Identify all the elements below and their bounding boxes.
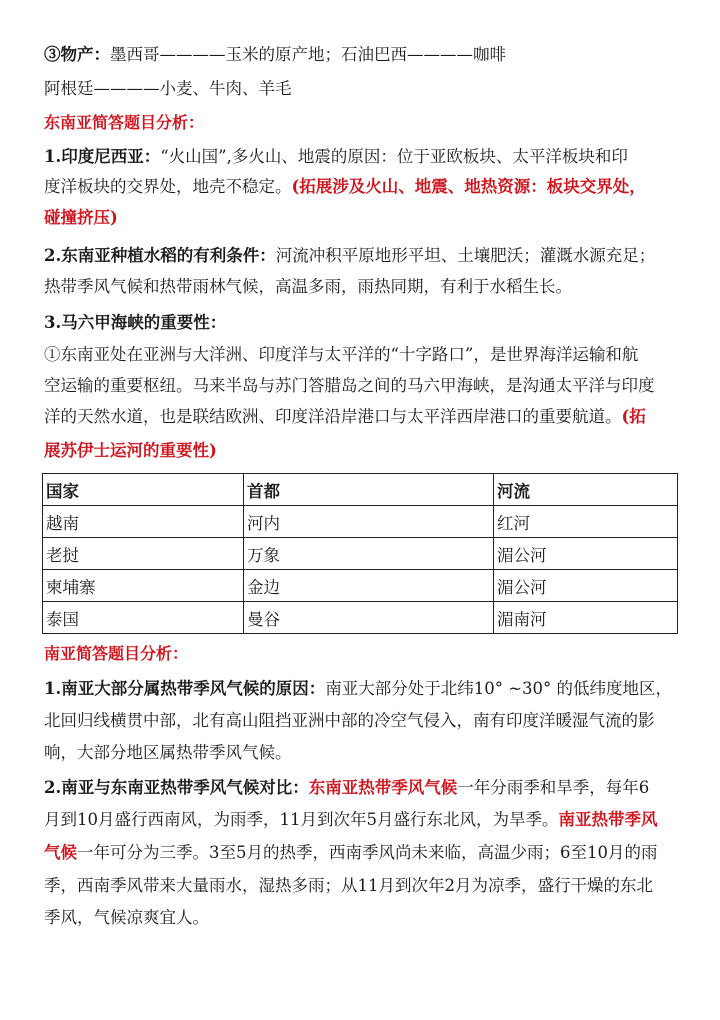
table-cell-river: 湄南河 xyxy=(494,602,678,634)
table-row xyxy=(43,602,678,634)
sa-q2-text-1: 一年分雨季和旱季，每年6 xyxy=(457,778,650,797)
table-cell-country: 柬埔寨 xyxy=(43,570,244,602)
products-text-1: 墨西哥————玉米的原产地；石油巴西————咖啡 xyxy=(110,45,506,64)
sa-q2-line-1 xyxy=(44,777,678,799)
sea-q2-text-1: 河流冲积平原地形平坦、土壤肥沃；灌溉水源充足； xyxy=(275,246,656,265)
table-header-river: 河流 xyxy=(494,474,678,506)
sa-q2-line-5: 季风，气候凉爽宜人。 xyxy=(44,908,209,927)
sea-q1-title: 1.印度尼西亚： xyxy=(44,147,161,166)
country-capital-river-table xyxy=(42,473,678,634)
sea-q2-title: 2.东南亚种植水稻的有利条件： xyxy=(44,246,276,265)
sea-q2-text-2: 热带季风气候和热带雨林气候，高温多雨，雨热同期，有利于水稻生长。 xyxy=(44,277,572,296)
sa-q1-title: 1.南亚大部分属热带季风气候的原因： xyxy=(44,679,326,698)
sa-q2-line-4: 季，西南季风带来大量雨水，湿热多雨；从11月到次年2月为凉季，盛行干燥的东北 xyxy=(44,876,653,895)
sa-q2-text-2: 月到10月盛行西南风，为雨季，11月到次年5月盛行东北风，为旱季。 xyxy=(44,810,559,829)
products-text-2: 阿根廷————小麦、牛肉、羊毛 xyxy=(44,79,292,98)
sea-q1-extension-2: 碰撞挤压) xyxy=(44,208,118,227)
sea-q3-line-2: 空运输的重要枢纽。马来半岛与苏门答腊岛之间的马六甲海峡，是沟通太平洋与印度 xyxy=(44,376,655,395)
table-cell-river: 红河 xyxy=(494,506,678,538)
sea-q3-extension-1: (拓 xyxy=(621,407,646,426)
sa-q2-line-3 xyxy=(44,842,678,864)
sa-q2-sa-climate-label-1: 南亚热带季风 xyxy=(558,810,658,829)
sa-q2-title: 2.南亚与东南亚热带季风气候对比： xyxy=(44,778,309,797)
table-header-country: 国家 xyxy=(43,474,244,506)
sea-q3-title: 3.马六甲海峡的重要性： xyxy=(44,313,227,332)
sa-q2-text-3: 一年可分为三季。3至5月的热季，西南季风尚未来临，高温少雨；6至10月的雨 xyxy=(77,843,658,862)
sa-q1-text-1: 南亚大部分处于北纬10° ~30° 的低纬度地区， xyxy=(325,679,673,698)
sea-q3-line-title xyxy=(44,312,678,334)
table-row xyxy=(43,570,678,602)
sa-q1-line-2: 北回归线横贯中部，北有高山阻挡亚洲中部的冷空气侵入，南有印度洋暖湿气流的影 xyxy=(44,711,655,730)
sea-q3-line-3 xyxy=(44,406,678,428)
sa-q2-line-2 xyxy=(44,809,678,831)
sea-q3-text-3: 洋的天然水道，也是联结欧洲、印度洋沿岸港口与太平洋西岸港口的重要航道。 xyxy=(44,407,622,426)
table-cell-river: 湄公河 xyxy=(494,570,678,602)
sea-q1-line-3 xyxy=(44,207,678,229)
products-label: ③物产： xyxy=(44,45,110,64)
table-cell-capital: 万象 xyxy=(244,538,494,570)
products-line-1 xyxy=(44,44,678,66)
sea-q1-line-2 xyxy=(44,176,678,198)
sea-q2-line-2 xyxy=(44,276,678,298)
sea-section-heading: 东南亚简答题目分析： xyxy=(44,113,205,132)
sea-q3-line-4 xyxy=(44,440,678,462)
sea-q3-line-1: ①东南亚处在亚洲与大洋洲、印度洋与太平洋的“十字路口”，是世界海洋运输和航 xyxy=(44,345,639,364)
sea-q1-text-1: “火山国”,多火山、地震的原因：位于亚欧板块、太平洋板块和印 xyxy=(160,147,628,166)
table-cell-country: 越南 xyxy=(43,506,244,538)
table-cell-country: 泰国 xyxy=(43,602,244,634)
sa-q1-line-3: 响，大部分地区属热带季风气候。 xyxy=(44,743,292,762)
sea-q1-line-1 xyxy=(44,146,678,168)
sa-q1-line-1 xyxy=(44,678,678,700)
sa-section-heading: 南亚简答题目分析： xyxy=(44,644,189,663)
sea-q1-text-2: 度洋板块的交界处，地壳不稳定。 xyxy=(44,177,292,196)
table-cell-capital: 曼谷 xyxy=(244,602,494,634)
table-row xyxy=(43,506,678,538)
sea-q1-extension-1: (拓展涉及火山、地震、地热资源：板块交界处， xyxy=(291,177,646,196)
table-cell-capital: 河内 xyxy=(244,506,494,538)
table-header-capital: 首都 xyxy=(244,474,494,506)
sa-q2-sea-climate-label: 东南亚热带季风气候 xyxy=(308,778,458,797)
table-cell-capital: 金边 xyxy=(244,570,494,602)
table-cell-country: 老挝 xyxy=(43,538,244,570)
table-cell-river: 湄公河 xyxy=(494,538,678,570)
sa-q2-sa-climate-label-2: 气候 xyxy=(44,843,77,862)
table-row xyxy=(43,538,678,570)
products-line-2 xyxy=(44,78,678,100)
table-header-row xyxy=(43,474,678,506)
sea-q3-extension-2: 展苏伊士运河的重要性) xyxy=(44,441,217,460)
sea-q2-line-1 xyxy=(44,245,678,267)
